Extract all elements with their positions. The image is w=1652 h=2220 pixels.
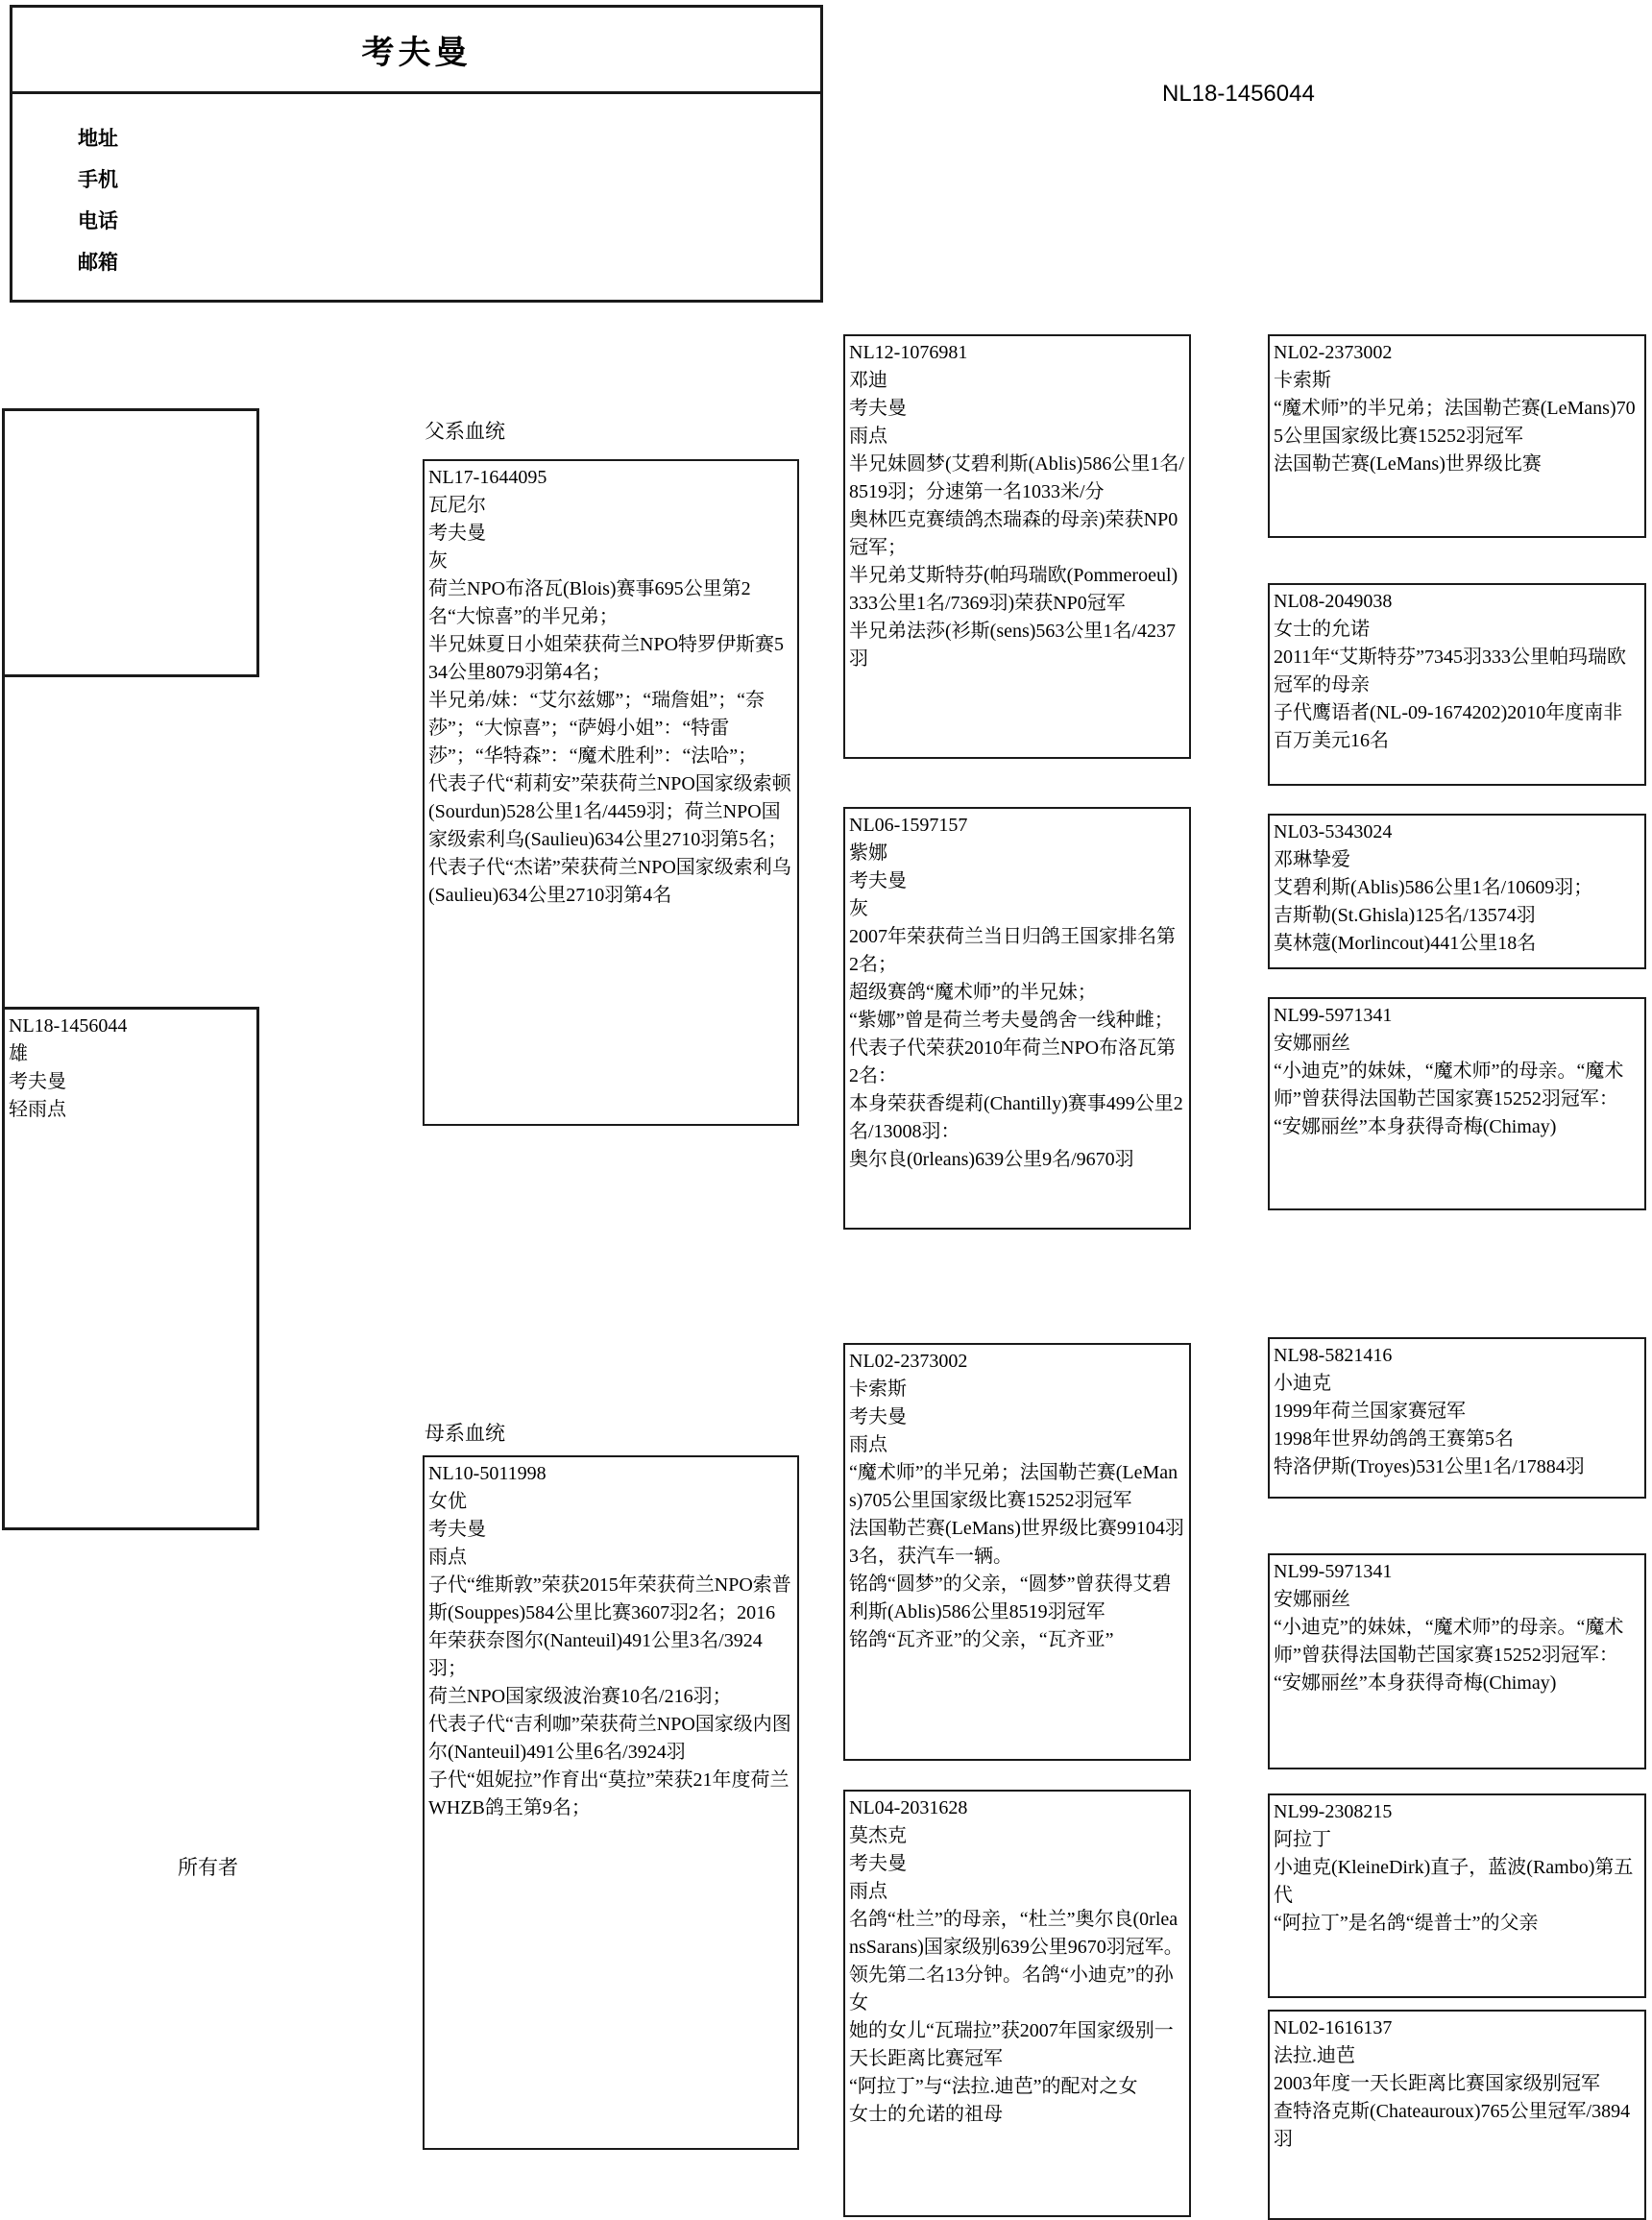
pedigree-line: 半兄弟法莎(衫斯(sens)563公里1名/4237羽: [849, 621, 1176, 670]
pedigree-line: 吉斯勒(St.Ghisla)125名/13574羽: [1274, 905, 1536, 926]
pedigree-line: 1998年世界幼鸽鸽王赛第5名: [1274, 1428, 1514, 1450]
pedigree-box-dam: [423, 1455, 799, 2150]
pedigree-line: 2011年“艾斯特芬”7345羽333公里帕玛瑞欧冠军的母亲: [1274, 646, 1627, 695]
pedigree-line: 阿拉丁: [1274, 1829, 1331, 1850]
phone-label: 电话: [78, 209, 118, 232]
pedigree-line: “魔术师”的半兄弟；法国勒芒赛(LeMans)705公里国家级比赛15252羽冠军: [1274, 398, 1636, 447]
pedigree-box-sire-dam: [843, 807, 1191, 1230]
pedigree-line: 考夫曼: [849, 1853, 907, 1874]
ring-number: NL18-1456044: [1162, 81, 1315, 107]
pedigree-line: 代表子代“杰诺”荣获荷兰NPO国家级索利乌(Saulieu)634公里2710羽第4名: [428, 857, 791, 906]
pedigree-line: 荷兰NPO国家级波治赛10名/216羽；: [428, 1686, 732, 1707]
pedigree-line: 安娜丽丝: [1274, 1033, 1350, 1054]
pedigree-line: NL18-1456044: [9, 1015, 128, 1037]
pedigree-line: 小迪克(KleineDirk)直子，蓝波(Rambo)第五代: [1274, 1857, 1634, 1906]
pedigree-line: 女优: [428, 1491, 467, 1512]
pedigree-line: NL08-2049038: [1274, 591, 1393, 612]
pedigree-line: NL98-5821416: [1274, 1345, 1393, 1366]
pedigree-line: NL02-1616137: [1274, 2017, 1393, 2038]
connector-line: [2, 677, 5, 1007]
pedigree-line: 雄: [9, 1043, 28, 1064]
owner-label: 所有者: [178, 1856, 238, 1879]
pedigree-line: “小迪克”的妹妹，“魔术师”的母亲。“魔术师”曾获得法国勒芒国家赛15252羽冠军：: [1274, 1617, 1624, 1666]
pedigree-line: 奥林匹克赛绩鸽杰瑞森的母亲)荣获NP0冠军；: [849, 509, 1178, 558]
pedigree-line: 卡索斯: [849, 1378, 907, 1400]
pedigree-box-dam-sire-dam: [1268, 1553, 1646, 1769]
pedigree-line: 法国勒芒赛(LeMans)世界级比赛: [1274, 453, 1542, 475]
pedigree-line: 代表子代“莉莉安”荣获荷兰NPO国家级索顿(Sourdun)528公里1名/4459羽；荷兰NPO国家级索利乌(Saulieu)634公里2710羽第5名；: [428, 773, 791, 850]
pedigree-line: “紫娜”曾是荷兰考夫曼鸽舍一线种雌；: [849, 1010, 1174, 1031]
pedigree-line: 她的女儿“瓦瑞拉”获2007年国家级别一天长距离比赛冠军: [849, 2020, 1174, 2069]
pedigree-line: NL99-5971341: [1274, 1561, 1393, 1582]
pedigree-line: 雨点: [849, 1434, 887, 1455]
pedigree-line: 考夫曼: [9, 1071, 66, 1092]
pedigree-line: “安娜丽丝”本身获得奇梅(Chimay): [1274, 1116, 1557, 1137]
pedigree-line: 轻雨点: [9, 1099, 66, 1120]
pedigree-line: 雨点: [849, 1881, 887, 1902]
pedigree-line: 半兄弟/妹：“艾尔兹娜”；“瑞詹姐”；“奈莎”；“大惊喜”；“萨姆小姐”：“特雷莎”；“华特森”：“魔术胜利”：“法哈”；: [428, 690, 765, 767]
pedigree-line: 2007年荣获荷兰当日归鸽王国家排名第2名；: [849, 926, 1176, 975]
pedigree-line: 名鸽“杜兰”的母亲，“杜兰”奥尔良(0rleansSarans)国家级别639公里9670羽冠军。领先第二名13分钟。名鸽“小迪克”的孙女: [849, 1909, 1183, 2013]
pedigree-line: “阿拉丁”是名鸽“缇普士”的父亲: [1274, 1913, 1539, 1934]
pedigree-line: NL17-1644095: [428, 467, 547, 488]
pedigree-line: NL12-1076981: [849, 342, 968, 363]
pedigree-line: 女士的允诺: [1274, 619, 1370, 640]
pedigree-line: NL99-2308215: [1274, 1801, 1393, 1822]
pedigree-line: 莫林蔻(Morlincout)441公里18名: [1274, 933, 1537, 954]
pedigree-line: “安娜丽丝”本身获得奇梅(Chimay): [1274, 1672, 1557, 1694]
loft-title: 考夫曼: [12, 8, 820, 94]
pedigree-line: 代表子代“吉利咖”荣获荷兰NPO国家级内图尔(Nanteuil)491公里6名/3924羽: [428, 1714, 791, 1763]
pedigree-line: 莫杰克: [849, 1825, 907, 1846]
loft-header-card: [10, 5, 823, 303]
pedigree-line: 法国勒芒赛(LeMans)世界级比赛99104羽3名，获汽车一辆。: [849, 1518, 1184, 1567]
pedigree-line: 考夫曼: [428, 1519, 486, 1540]
maternal-lineage-label: 母系血统: [425, 1422, 505, 1445]
pedigree-line: 超级赛鸽“魔术师”的半兄妹；: [849, 982, 1097, 1003]
pedigree-line: “魔术师”的半兄弟；法国勒芒赛(LeMans)705公里国家级比赛15252羽冠军: [849, 1462, 1178, 1511]
pedigree-box-dam-dam-dam: [1268, 2010, 1646, 2220]
pedigree-box-sire-sire-sire: [1268, 334, 1646, 538]
address-label: 地址: [78, 127, 118, 150]
pedigree-line: 雨点: [849, 426, 887, 447]
pedigree-line: 邓琳挚爱: [1274, 849, 1350, 870]
pedigree-box-sire-dam-sire: [1268, 814, 1646, 969]
pedigree-line: 灰: [428, 550, 448, 572]
pedigree-line: 法拉.迪芭: [1274, 2045, 1355, 2066]
pedigree-line: 卡索斯: [1274, 370, 1331, 391]
pedigree-box-sire-sire-dam: [1268, 583, 1646, 786]
pedigree-box-dam-sire: [843, 1343, 1191, 1761]
pedigree-line: 女士的允诺的祖母: [849, 2104, 1003, 2125]
pedigree-line: 安娜丽丝: [1274, 1589, 1350, 1610]
pedigree-line: “小迪克”的妹妹，“魔术师”的母亲。“魔术师”曾获得法国勒芒国家赛15252羽冠军：: [1274, 1061, 1624, 1110]
pedigree-box-sire-dam-dam: [1268, 997, 1646, 1210]
mobile-label: 手机: [78, 168, 118, 191]
pedigree-line: 奥尔良(0rleans)639公里9名/9670羽: [849, 1149, 1134, 1170]
pedigree-line: 考夫曼: [428, 523, 486, 544]
pedigree-line: 查特洛克斯(Chateauroux)765公里冠军/3894羽: [1274, 2101, 1631, 2150]
pedigree-box-dam-sire-sire: [1268, 1337, 1646, 1499]
pedigree-line: 考夫曼: [849, 1406, 907, 1427]
pedigree-line: NL99-5971341: [1274, 1005, 1393, 1026]
pedigree-line: 雨点: [428, 1547, 467, 1568]
pedigree-line: 1999年荷兰国家赛冠军: [1274, 1401, 1466, 1422]
pedigree-line: 考夫曼: [849, 398, 907, 419]
pedigree-line: “阿拉丁”与“法拉.迪芭”的配对之女: [849, 2076, 1138, 2097]
pedigree-line: NL02-2373002: [1274, 342, 1393, 363]
pedigree-line: 代表子代荣获2010年荷兰NPO布洛瓦第2名：: [849, 1037, 1177, 1086]
pedigree-line: 艾碧利斯(Ablis)586公里1名/10609羽；: [1274, 877, 1593, 898]
pedigree-box-photo-placeholder: [2, 408, 259, 677]
pedigree-line: 半兄妹夏日小姐荣获荷兰NPO特罗伊斯赛534公里8079羽第4名；: [428, 634, 785, 683]
pedigree-line: 灰: [849, 898, 868, 919]
pedigree-line: 荷兰NPO布洛瓦(Blois)赛事695公里第2名“大惊喜”的半兄弟；: [428, 578, 751, 627]
pedigree-box-sire: [423, 459, 799, 1126]
pedigree-line: 瓦尼尔: [428, 495, 486, 516]
pedigree-line: NL03-5343024: [1274, 821, 1393, 842]
pedigree-line: NL02-2373002: [849, 1351, 968, 1372]
pedigree-line: 邓迪: [849, 370, 887, 391]
pedigree-box-dam-dam: [843, 1790, 1191, 2217]
paternal-lineage-label: 父系血统: [425, 420, 505, 443]
pedigree-line: 小迪克: [1274, 1373, 1331, 1394]
pedigree-line: 子代鹰语者(NL-09-1674202)2010年度南非百万美元16名: [1274, 702, 1623, 751]
pedigree-line: 子代“维斯敦”荣获2015年荣获荷兰NPO索普斯(Souppes)584公里比赛3607羽2名；2016年荣获奈图尔(Nanteuil)491公里3名/3924羽；: [428, 1574, 791, 1679]
pedigree-line: 本身荣获香缇莉(Chantilly)赛事499公里2名/13008羽：: [849, 1093, 1183, 1142]
pedigree-line: NL04-2031628: [849, 1797, 968, 1818]
pedigree-line: NL10-5011998: [428, 1463, 547, 1484]
pedigree-line: NL06-1597157: [849, 815, 968, 836]
pedigree-box-sire-sire: [843, 334, 1191, 759]
pedigree-line: 铭鸽“瓦齐亚”的父亲，“瓦齐亚”: [849, 1629, 1114, 1650]
pedigree-box-dam-dam-sire: [1268, 1793, 1646, 1998]
pedigree-line: 特洛伊斯(Troyes)531公里1名/17884羽: [1274, 1456, 1585, 1477]
email-label: 邮箱: [78, 251, 118, 274]
pedigree-line: 半兄妹圆梦(艾碧利斯(Ablis)586公里1名/8519羽；分速第一名1033米/分: [849, 453, 1184, 502]
pedigree-line: 紫娜: [849, 842, 887, 864]
pedigree-line: 子代“姐妮拉”作育出“莫拉”荣获21年度荷兰WHZB鸽王第9名；: [428, 1769, 790, 1818]
pedigree-line: 半兄弟艾斯特芬(帕玛瑞欧(Pommeroeul)333公里1名/7369羽)荣获NP0冠军: [849, 565, 1178, 614]
pedigree-box-subject: [2, 1007, 259, 1530]
pedigree-line: 2003年度一天长距离比赛国家级别冠军: [1274, 2073, 1600, 2094]
contact-fields: [12, 94, 820, 288]
pedigree-line: 考夫曼: [849, 870, 907, 891]
pedigree-line: 铭鸽“圆梦”的父亲，“圆梦”曾获得艾碧利斯(Ablis)586公里8519羽冠军: [849, 1574, 1172, 1622]
